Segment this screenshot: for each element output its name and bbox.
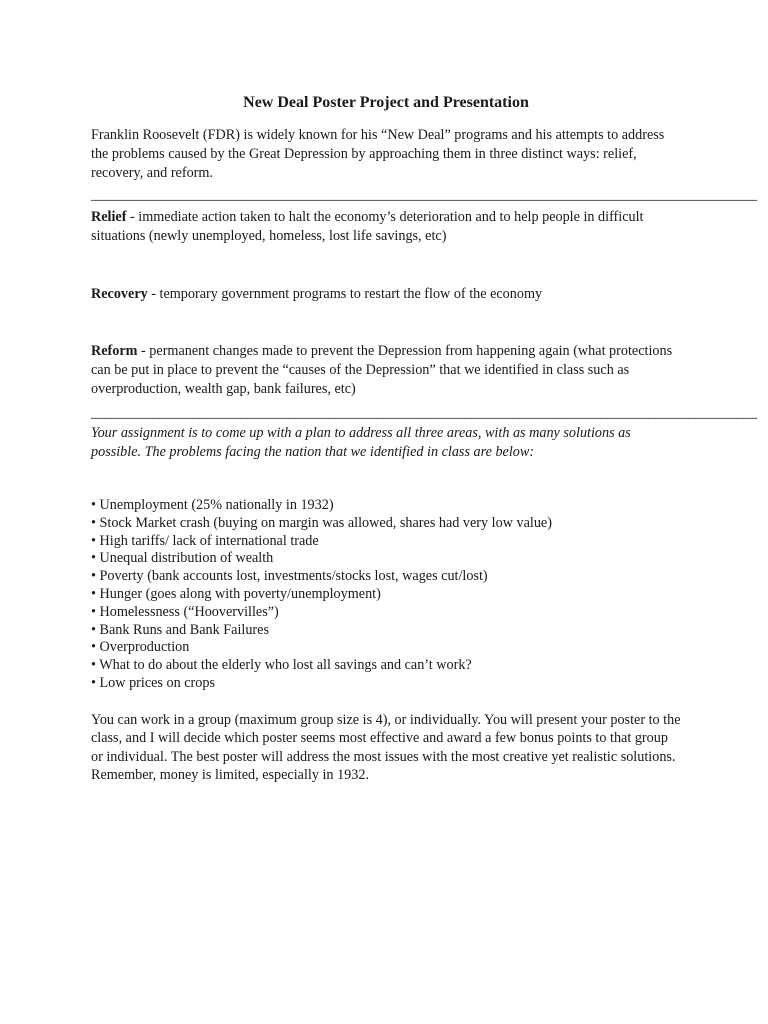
closing-paragraph: You can work in a group (maximum group size is 4), or individually. You will present your poster to the class, and I will decide which poster seems most effective and award a few bonus points to that group or individual. The best poster will address the most issues with the most creative yet realistic solutions. Remember, money is limited, especially in 1932. [91,711,681,784]
list-item: • Poverty (bank accounts lost, investments/stocks lost, wages cut/lost) [91,568,488,585]
list-item: • Unequal distribution of wealth [91,550,274,567]
list-item: • Overproduction [91,639,190,656]
recovery-definition [91,285,681,304]
intro-paragraph: Franklin Roosevelt (FDR) is widely known for his “New Deal” programs and his attempts to address the problems caused by the Great Depression by approaching them in three distinct ways: relief, recovery, and reform. [91,127,665,181]
reform-term: Reform [91,343,138,359]
list-item: • Bank Runs and Bank Failures [91,621,269,638]
list-item: • What to do about the elderly who lost all savings and can’t work? [91,657,472,674]
document-title: New Deal Poster Project and Presentation [243,94,529,111]
list-item: • Homelessness (“Hoovervilles”) [91,603,279,620]
divider-line: __________________________________________________________________________________________________ [91,405,757,421]
issues-list [91,497,681,693]
reform-definition [91,342,681,399]
list-item: • Hunger (goes along with poverty/unemployment) [91,585,381,602]
list-item: • High tariffs/ lack of international trade [91,532,319,549]
list-item: • Low prices on crops [91,674,215,691]
relief-definition [91,208,681,246]
relief-text: - immediate action taken to halt the economy’s deterioration and to help people in difficult situations (newly unemployed, homeless, lost life savings, etc) [91,209,644,244]
list-item: • Stock Market crash (buying on margin was allowed, shares had very low value) [91,514,552,531]
recovery-term: Recovery [91,286,148,302]
document-body [91,93,757,785]
recovery-text: - temporary government programs to restart the flow of the economy [147,286,543,302]
list-item: • Unemployment (25% nationally in 1932) [91,497,334,513]
reform-text: - permanent changes made to prevent the Depression from happening again (what protections can be put in place to prevent the “causes of the Depression” that we identified in class such as overproduction, wealth gap, bank failures, etc) [91,343,673,397]
divider-line: __________________________________________________________________________________________________ [91,187,757,203]
assignment-paragraph: Your assignment is to come up with a plan to address all three areas, with as many solutions as possible. The problems facing the nation that we identified in class are below: [91,425,631,460]
relief-term: Relief [91,209,127,225]
